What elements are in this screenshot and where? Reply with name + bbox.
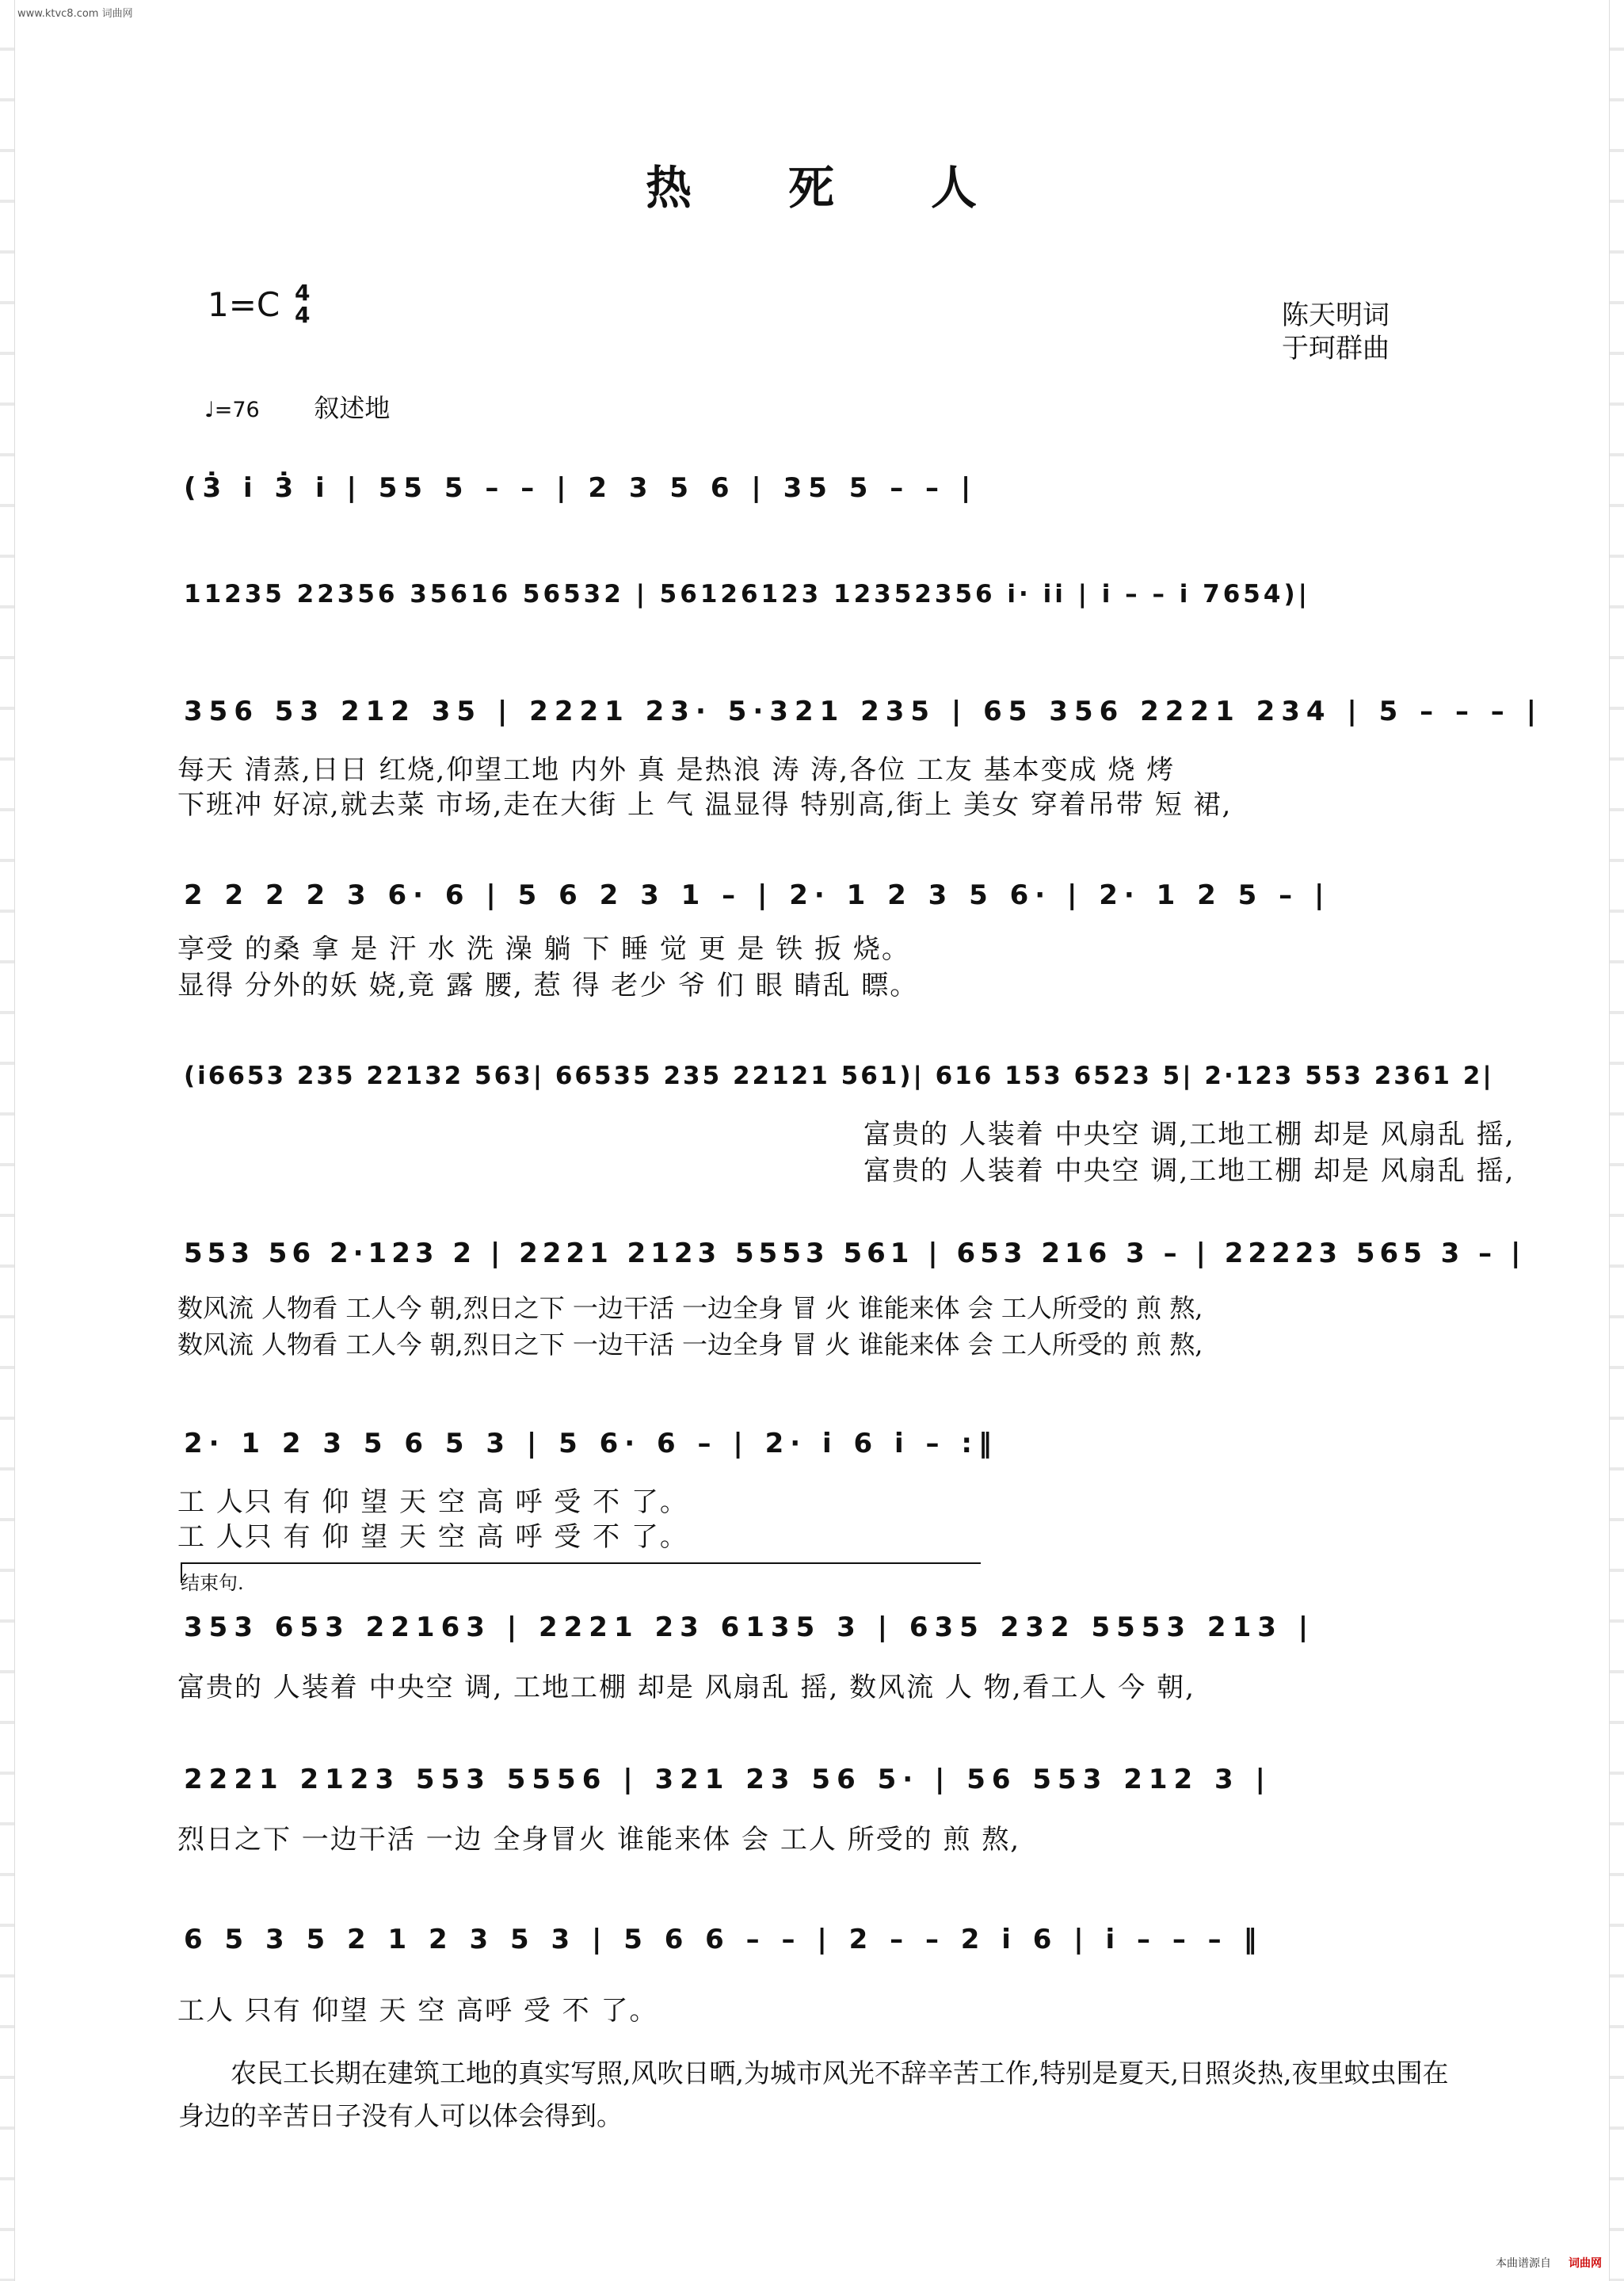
ending-label: 结束句. — [181, 1572, 244, 1594]
score-line-7: 2· 1 2 3 5 6 5 3 | 5 6· 6 – | 2· i 6 i – :‖ — [184, 1428, 998, 1459]
footer-site-logo: 词曲网 — [1569, 2257, 1602, 2270]
title-char: 人 — [931, 161, 979, 215]
lyric-line-6a: 数风流 人物看 工人今 朝,烈日之下 一边干活 一边全身 冒 火 谁能来体 会 工人所受的 煎 熬, — [177, 1293, 1203, 1323]
song-title — [0, 151, 1624, 217]
footer-source-label: 本曲谱源自 — [1496, 2257, 1551, 2270]
lyric-line-10: 工人 只有 仰望 天 空 高呼 受 不 了。 — [177, 1995, 658, 2027]
key-signature: 1=C — [208, 285, 280, 324]
score-line-5: (i6653 235 22132 563| 66535 235 22121 561)| 616 153 6523 5| 2·123 553 2361 2| — [184, 1062, 1494, 1090]
lyric-line-9: 烈日之下 一边干活 一边 全身冒火 谁能来体 会 工人 所受的 煎 熬, — [177, 1824, 1021, 1856]
composer: 于珂群曲 — [1282, 333, 1390, 364]
score-line-2: 11235 22356 35616 56532 | 56126123 12352356 i· ii | i – – i 7654)| — [184, 580, 1310, 608]
lyric-line-3a: 每天 清蒸,日日 红烧,仰望工地 内外 真 是热浪 涛 涛,各位 工友 基本变成 烧 烤 — [177, 754, 1176, 786]
score-line-10: 6 5 3 5 2 1 2 3 5 3 | 5 6 6 – – | 2 – – 2 i 6 | i – – – ‖ — [184, 1924, 1264, 1955]
score-line-4: 2 2 2 2 3 6· 6 | 5 6 2 3 1 – | 2· 1 2 3 5 6· | 2· 1 2 5 – | — [184, 879, 1331, 911]
meter-top: 4 — [295, 280, 311, 306]
title-char: 死 — [787, 161, 836, 215]
score-line-9: 2221 2123 553 5556 | 321 23 56 5· | 56 553 212 3 | — [184, 1764, 1271, 1795]
lyric-line-4b: 显得 分外的妖 娆,竟 露 腰, 惹 得 老少 爷 们 眼 睛乱 瞟。 — [177, 970, 919, 1001]
score-line-6: 553 56 2·123 2 | 2221 2123 5553 561 | 653 216 3 – | 22223 565 3 – | — [184, 1238, 1526, 1269]
song-note: 农民工长期在建筑工地的真实写照,风吹日晒,为城市风光不辞辛苦工作,特别是夏天,日照炎热,夜里蚊虫围在身边的辛苦日子没有人可以体会得到。 — [178, 2058, 1449, 2131]
ending-bracket-line — [181, 1562, 981, 1564]
tempo-marking — [204, 388, 390, 425]
lyric-line-6b: 数风流 人物看 工人今 朝,烈日之下 一边干活 一边全身 冒 火 谁能来体 会 工人所受的 煎 熬, — [177, 1329, 1203, 1360]
footer-source — [1496, 2255, 1602, 2271]
lyric-line-5a: 富贵的 人装着 中央空 调,工地工棚 却是 风扇乱 摇, — [863, 1119, 1515, 1150]
lyric-line-8: 富贵的 人装着 中央空 调, 工地工棚 却是 风扇乱 摇, 数风流 人 物,看工人 今 朝, — [177, 1672, 1195, 1703]
lyric-line-4a: 享受 的桑 拿 是 汗 水 洗 澡 躺 下 睡 觉 更 是 铁 扳 烧。 — [177, 933, 910, 965]
score-line-8: 353 653 22163 | 2221 23 6135 3 | 635 232 5553 213 | — [184, 1612, 1315, 1643]
time-signature — [295, 282, 310, 326]
left-watermark-strip — [0, 0, 15, 2281]
site-url: www.ktvc8.com 词曲网 — [17, 8, 133, 20]
tempo-value: ♩=76 — [204, 398, 260, 422]
lyric-line-7b: 工 人只 有 仰 望 天 空 高 呼 受 不 了。 — [177, 1521, 688, 1553]
lyric-line-5b: 富贵的 人装着 中央空 调,工地工棚 却是 风扇乱 摇, — [863, 1155, 1515, 1187]
score-line-1: (3̇ i̇ 3̇ i̇ | 55 5 – – | 2 3 5 6 | 35 5 – – | — [184, 472, 978, 504]
right-watermark-strip — [1609, 0, 1624, 2281]
lyric-line-7a: 工 人只 有 仰 望 天 空 高 呼 受 不 了。 — [177, 1486, 688, 1518]
lyricist: 陈天明词 — [1282, 299, 1390, 331]
expression-marking: 叙述地 — [314, 393, 391, 423]
score-line-3: 356 53 212 35 | 2221 23· 5·321 235 | 65 356 2221 234 | 5 – – – | — [184, 696, 1543, 727]
lyric-line-3b: 下班冲 好凉,就去菜 市场,走在大街 上 气 温显得 特别高,街上 美女 穿着吊带 短 裙, — [177, 789, 1233, 821]
meter-bottom: 4 — [295, 302, 311, 328]
title-char: 热 — [645, 161, 693, 215]
